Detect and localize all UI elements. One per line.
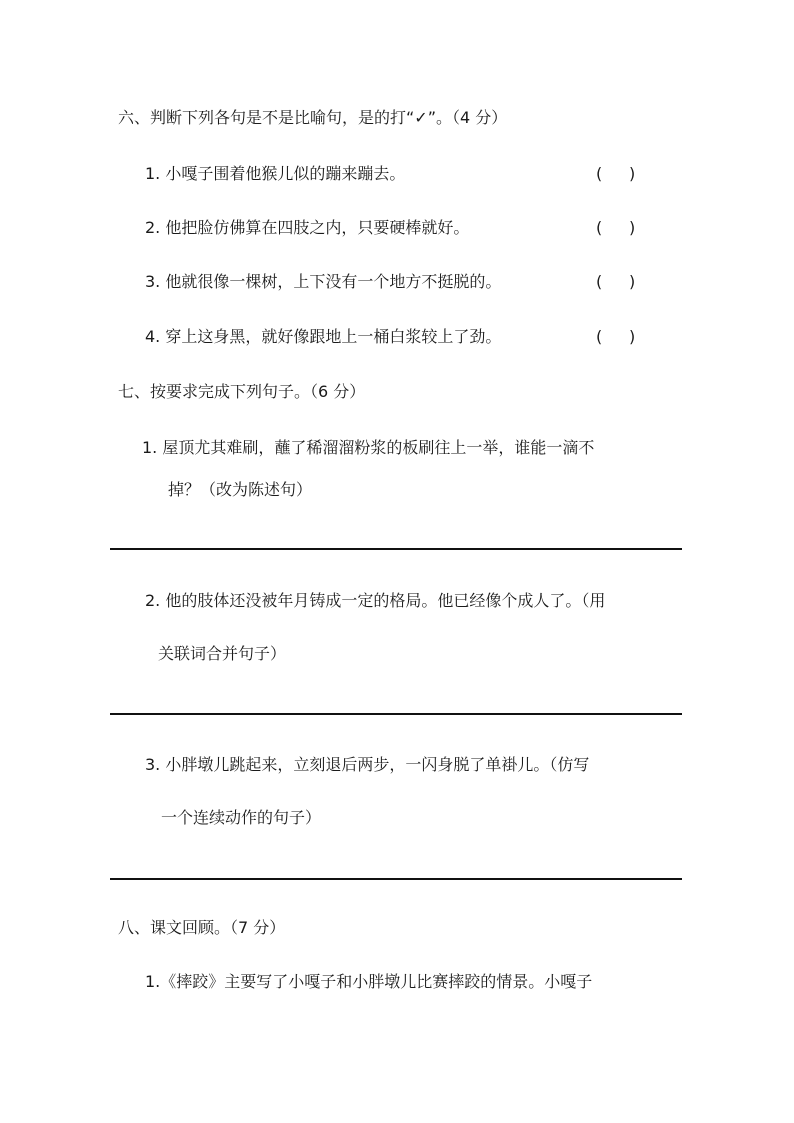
answer-line[interactable] <box>110 713 682 715</box>
judgment-item-text: 1. 小嘎子围着他猴儿似的蹦来蹦去。 <box>145 164 406 183</box>
paren-open: ( <box>596 218 603 237</box>
judgment-item-text: 3. 他就很像一棵树，上下没有一个地方不挺脱的。 <box>145 272 502 291</box>
paren-close: ) <box>629 164 636 183</box>
answer-line[interactable] <box>110 548 682 550</box>
paren-open: ( <box>596 164 603 183</box>
judgment-item-text: 4. 穿上这身黑，就好像跟地上一桶白浆较上了劲。 <box>145 327 502 346</box>
question-line: 1. 屋顶尤其难刷，蘸了稀溜溜粉浆的板刷往上一举，谁能一滴不 <box>142 438 595 457</box>
question-line: 2. 他的肢体还没被年月铸成一定的格局。他已经像个成人了。（用 <box>145 591 606 610</box>
paren-open: ( <box>596 327 603 346</box>
question-line: 3. 小胖墩儿跳起来，立刻退后两步，一闪身脱了单褂儿。（仿写 <box>145 755 590 774</box>
paren-close: ) <box>629 327 636 346</box>
paren-close: ) <box>629 272 636 291</box>
question-line: 1.《摔跤》主要写了小嘎子和小胖墩儿比赛摔跤的情景。小嘎子 <box>145 972 593 991</box>
paren-open: ( <box>596 272 603 291</box>
question-line: 关联词合并句子） <box>158 644 287 663</box>
question-line: 掉？（改为陈述句） <box>168 480 313 499</box>
section-8-title: 八、课文回顾。（7 分） <box>118 918 286 937</box>
judgment-item-text: 2. 他把脸仿佛算在四肢之内，只要硬棒就好。 <box>145 218 470 237</box>
section-6-title: 六、判断下列各句是不是比喻句，是的打“✓”。（4 分） <box>118 108 508 127</box>
section-7-title: 七、按要求完成下列句子。（6 分） <box>118 382 366 401</box>
answer-line[interactable] <box>110 878 682 880</box>
paren-close: ) <box>629 218 636 237</box>
question-line: 一个连续动作的句子） <box>161 808 322 827</box>
